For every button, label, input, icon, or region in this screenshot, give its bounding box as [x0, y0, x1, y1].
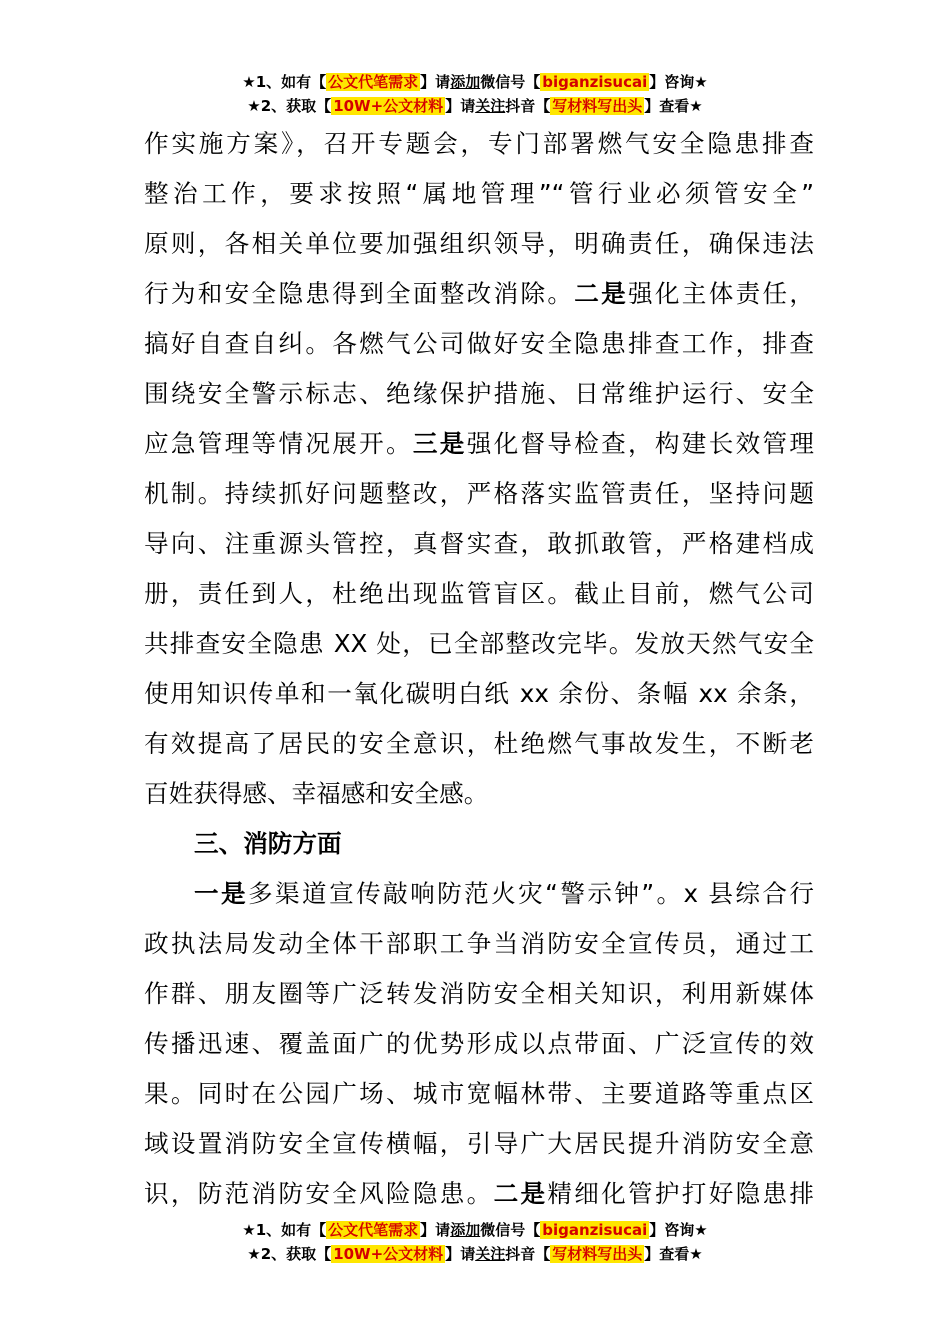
text-line: 使用知识传单和一氧化碳明白纸 xx 余份、条幅 xx 余条， — [144, 679, 814, 708]
text-line: 作实施方案》，召开专题会，专门部署燃气安全隐患排查 — [144, 129, 814, 158]
text-line: 围绕安全警示标志、绝缘保护措施、日常维护运行、安全 — [144, 379, 814, 408]
text-line: 整治工作，要求按照“属地管理”“管行业必须管安全” — [144, 179, 814, 208]
bottom-banner — [0, 1218, 950, 1266]
text-line: 有效提高了居民的安全意识，杜绝燃气事故发生，不断老 — [144, 729, 814, 758]
enumerator-first: 一是 — [194, 879, 249, 908]
text-line: 行为和安全隐患得到全面整改消除。二是强化主体责任， — [144, 279, 814, 308]
text-line: 导向、注重源头管控，真督实查，敢抓敢管，严格建档成 — [144, 529, 814, 558]
enumerator-third: 三是 — [412, 429, 467, 458]
text-line: 机制。持续抓好问题整改，严格落实监管责任，坚持问题 — [144, 479, 814, 508]
text-line: 共排查安全隐患 XX 处，已全部整改完毕。发放天然气安全 — [144, 629, 814, 658]
text-line: 册，责任到人，杜绝出现监管盲区。截止目前，燃气公司 — [144, 579, 814, 608]
document-body — [144, 119, 814, 1219]
banner-line-1: ★1、如有【 公文代笔需求 】请添加微信号【 biganzisucai 】咨询★ — [242, 1221, 708, 1239]
text-line: 识，防范消防安全风险隐患。二是精细化管护打好隐患排 — [144, 1179, 814, 1208]
section-heading: 三、消防方面 — [194, 829, 342, 858]
text-line: 政执法局发动全体干部职工争当消防安全宣传员，通过工 — [144, 929, 814, 958]
text-line: 传播迅速、覆盖面广的优势形成以点带面、广泛宣传的效 — [144, 1029, 814, 1058]
text-line: 作群、朋友圈等广泛转发消防安全相关知识，利用新媒体 — [144, 979, 814, 1008]
text-line: 域设置消防安全宣传横幅，引导广大居民提升消防安全意 — [144, 1129, 814, 1158]
enumerator-second: 二是 — [574, 279, 629, 308]
highlight-writing-service: 公文代笔需求 — [328, 73, 419, 91]
highlight-writing-service: 公文代笔需求 — [328, 1221, 419, 1239]
top-banner — [0, 70, 950, 118]
enumerator-second-fire: 二是 — [493, 1179, 548, 1208]
highlight-douyin-id: 写材料写出头 — [552, 1245, 643, 1263]
text-line: 果。同时在公园广场、城市宽幅林带、主要道路等重点区 — [144, 1079, 814, 1108]
text-line: 搞好自查自纠。各燃气公司做好安全隐患排查工作，排查 — [144, 329, 814, 358]
banner-line-2: ★2、获取【 10W+公文材料 】请关注抖音【 写材料写出头 】查看★ — [247, 1245, 703, 1263]
text-line: 原则，各相关单位要加强组织领导，明确责任，确保违法 — [144, 229, 814, 258]
text-line: 应急管理等情况展开。三是强化督导检查，构建长效管理 — [144, 429, 814, 458]
banner-line-2: ★2、获取【 10W+公文材料 】请关注抖音【 写材料写出头 】查看★ — [247, 97, 703, 115]
highlight-materials: 10W+公文材料 — [333, 1245, 444, 1263]
text-line: 一是多渠道宣传敲响防范火灾“警示钟”。x 县综合行 — [194, 879, 814, 908]
highlight-douyin-id: 写材料写出头 — [552, 97, 643, 115]
banner-line-1: ★1、如有【 公文代笔需求 】请添加微信号【 biganzisucai 】咨询★ — [242, 73, 708, 91]
highlight-wechat-id: biganzisucai — [542, 73, 648, 91]
highlight-wechat-id: biganzisucai — [542, 1221, 648, 1239]
text-line: 百姓获得感、幸福感和安全感。 — [144, 779, 489, 808]
highlight-materials: 10W+公文材料 — [333, 97, 444, 115]
